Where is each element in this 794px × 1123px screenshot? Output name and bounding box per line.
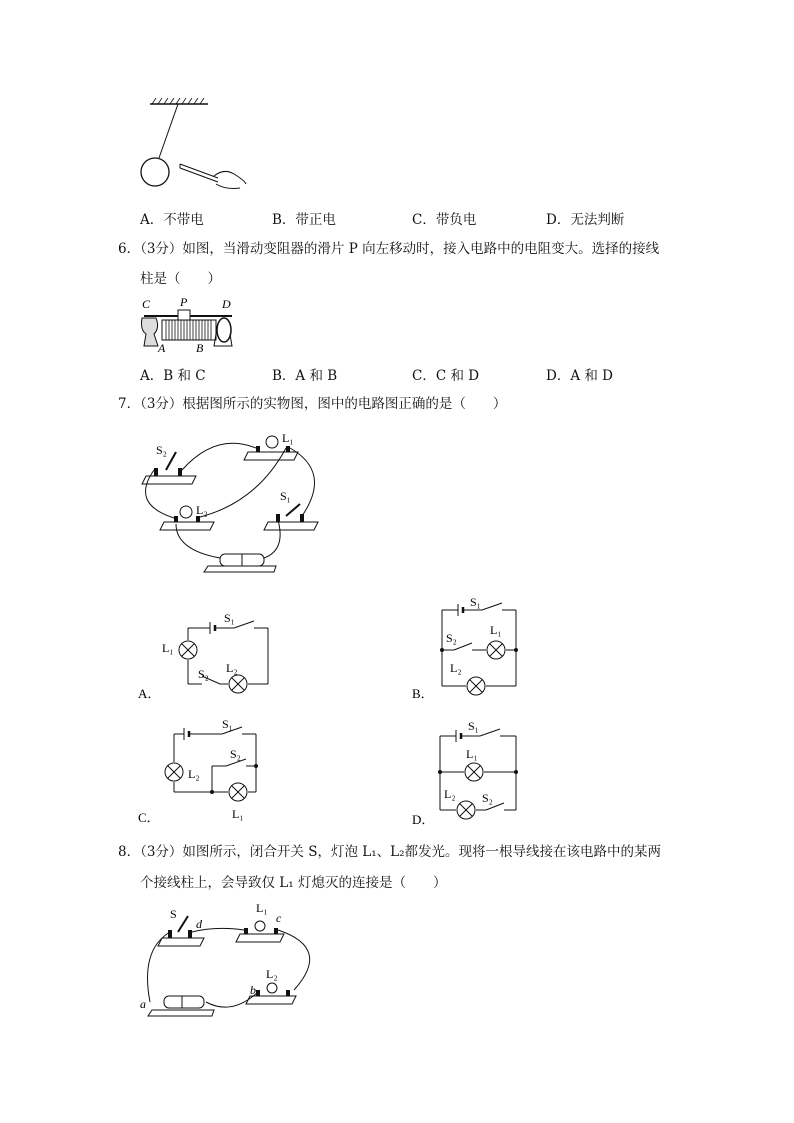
q7-a-l2: L₂ <box>226 661 238 675</box>
q6-rheostat-figure <box>136 294 246 356</box>
q7-fig-s1: S₁ <box>280 489 291 503</box>
q6-stem-line1: 6．（3分）如图，当滑动变阻器的滑片 P 向左移动时，接入电路中的电阻变大。选择的接线 <box>118 241 660 257</box>
q6-label-a: A <box>158 341 166 355</box>
q5-option-d[interactable]: D．无法判断 <box>546 212 625 228</box>
q7-c-l2: L₂ <box>188 767 200 781</box>
q7-d-letter: D． <box>412 812 435 827</box>
q8-fig-d: d <box>196 917 202 931</box>
q7-d-l2: L₂ <box>444 787 456 801</box>
q6-label-b: B <box>196 341 204 355</box>
q7-d-s2: S₂ <box>482 791 493 805</box>
q8-stem-line2: 个接线柱上，会导致仅 L₁ 灯熄灭的连接是（ ） <box>140 875 447 891</box>
q8-stem-line1: 8．（3分）如图所示，闭合开关 S，灯泡 L₁、L₂都发光。现将一根导线接在该电路中的某两 <box>118 844 662 860</box>
q6-label-p: P <box>180 295 188 309</box>
q7-fig-l1: L₁ <box>282 431 294 445</box>
q7-fig-s2: S₂ <box>156 443 167 457</box>
q6-option-c[interactable]: C．C 和 D <box>412 368 480 384</box>
q6-stem-line2: 柱是（ ） <box>140 271 221 287</box>
q7-physical-circuit-figure <box>136 424 336 576</box>
q7-b-letter: B． <box>412 686 434 701</box>
q8-fig-s: S <box>170 907 177 921</box>
q8-fig-b: b <box>250 983 256 997</box>
q6-option-b[interactable]: B．A 和 B <box>272 368 338 384</box>
q7-b-s1: S₁ <box>470 595 481 609</box>
q7-circuit-a[interactable] <box>136 606 286 702</box>
q7-a-s1: S₁ <box>224 611 235 625</box>
q7-d-l1: L₁ <box>466 747 478 761</box>
q8-fig-a: a <box>140 997 146 1011</box>
q6-option-a[interactable]: A．B 和 C <box>140 368 206 384</box>
q5-option-c[interactable]: C．带负电 <box>412 212 477 228</box>
q8-fig-l1: L₁ <box>256 901 268 915</box>
q7-a-letter: A． <box>138 686 161 701</box>
q7-b-l2: L₂ <box>450 661 462 675</box>
q6-label-d: D <box>222 297 231 311</box>
q7-fig-l2: L₂ <box>196 503 208 517</box>
q7-circuit-c[interactable] <box>136 716 276 828</box>
q5-pendulum-figure <box>140 96 260 196</box>
q5-option-b[interactable]: B．带正电 <box>272 212 336 228</box>
q7-c-s2: S₂ <box>230 747 241 761</box>
q7-a-l1: L₁ <box>162 641 174 655</box>
q7-circuit-b[interactable] <box>410 594 540 702</box>
q8-physical-circuit-figure <box>136 898 326 1022</box>
q6-label-c: C <box>142 297 151 311</box>
q7-circuit-d[interactable] <box>410 714 540 828</box>
q6-option-d[interactable]: D．A 和 D <box>546 368 613 384</box>
q8-fig-c: c <box>276 911 282 925</box>
q8-fig-l2: L₂ <box>266 967 278 981</box>
q7-b-l1: L₁ <box>490 623 502 637</box>
q7-c-l1: L₁ <box>232 807 244 821</box>
q7-stem: 7．（3分）根据图所示的实物图，图中的电路图正确的是（ ） <box>118 396 507 412</box>
q7-c-s1: S₁ <box>222 717 233 731</box>
q5-option-a[interactable]: A．不带电 <box>140 212 204 228</box>
q7-d-s1: S₁ <box>468 719 479 733</box>
q7-b-s2: S₂ <box>446 631 457 645</box>
q7-c-letter: C． <box>138 810 160 825</box>
q7-a-s2: S₂ <box>198 667 209 681</box>
